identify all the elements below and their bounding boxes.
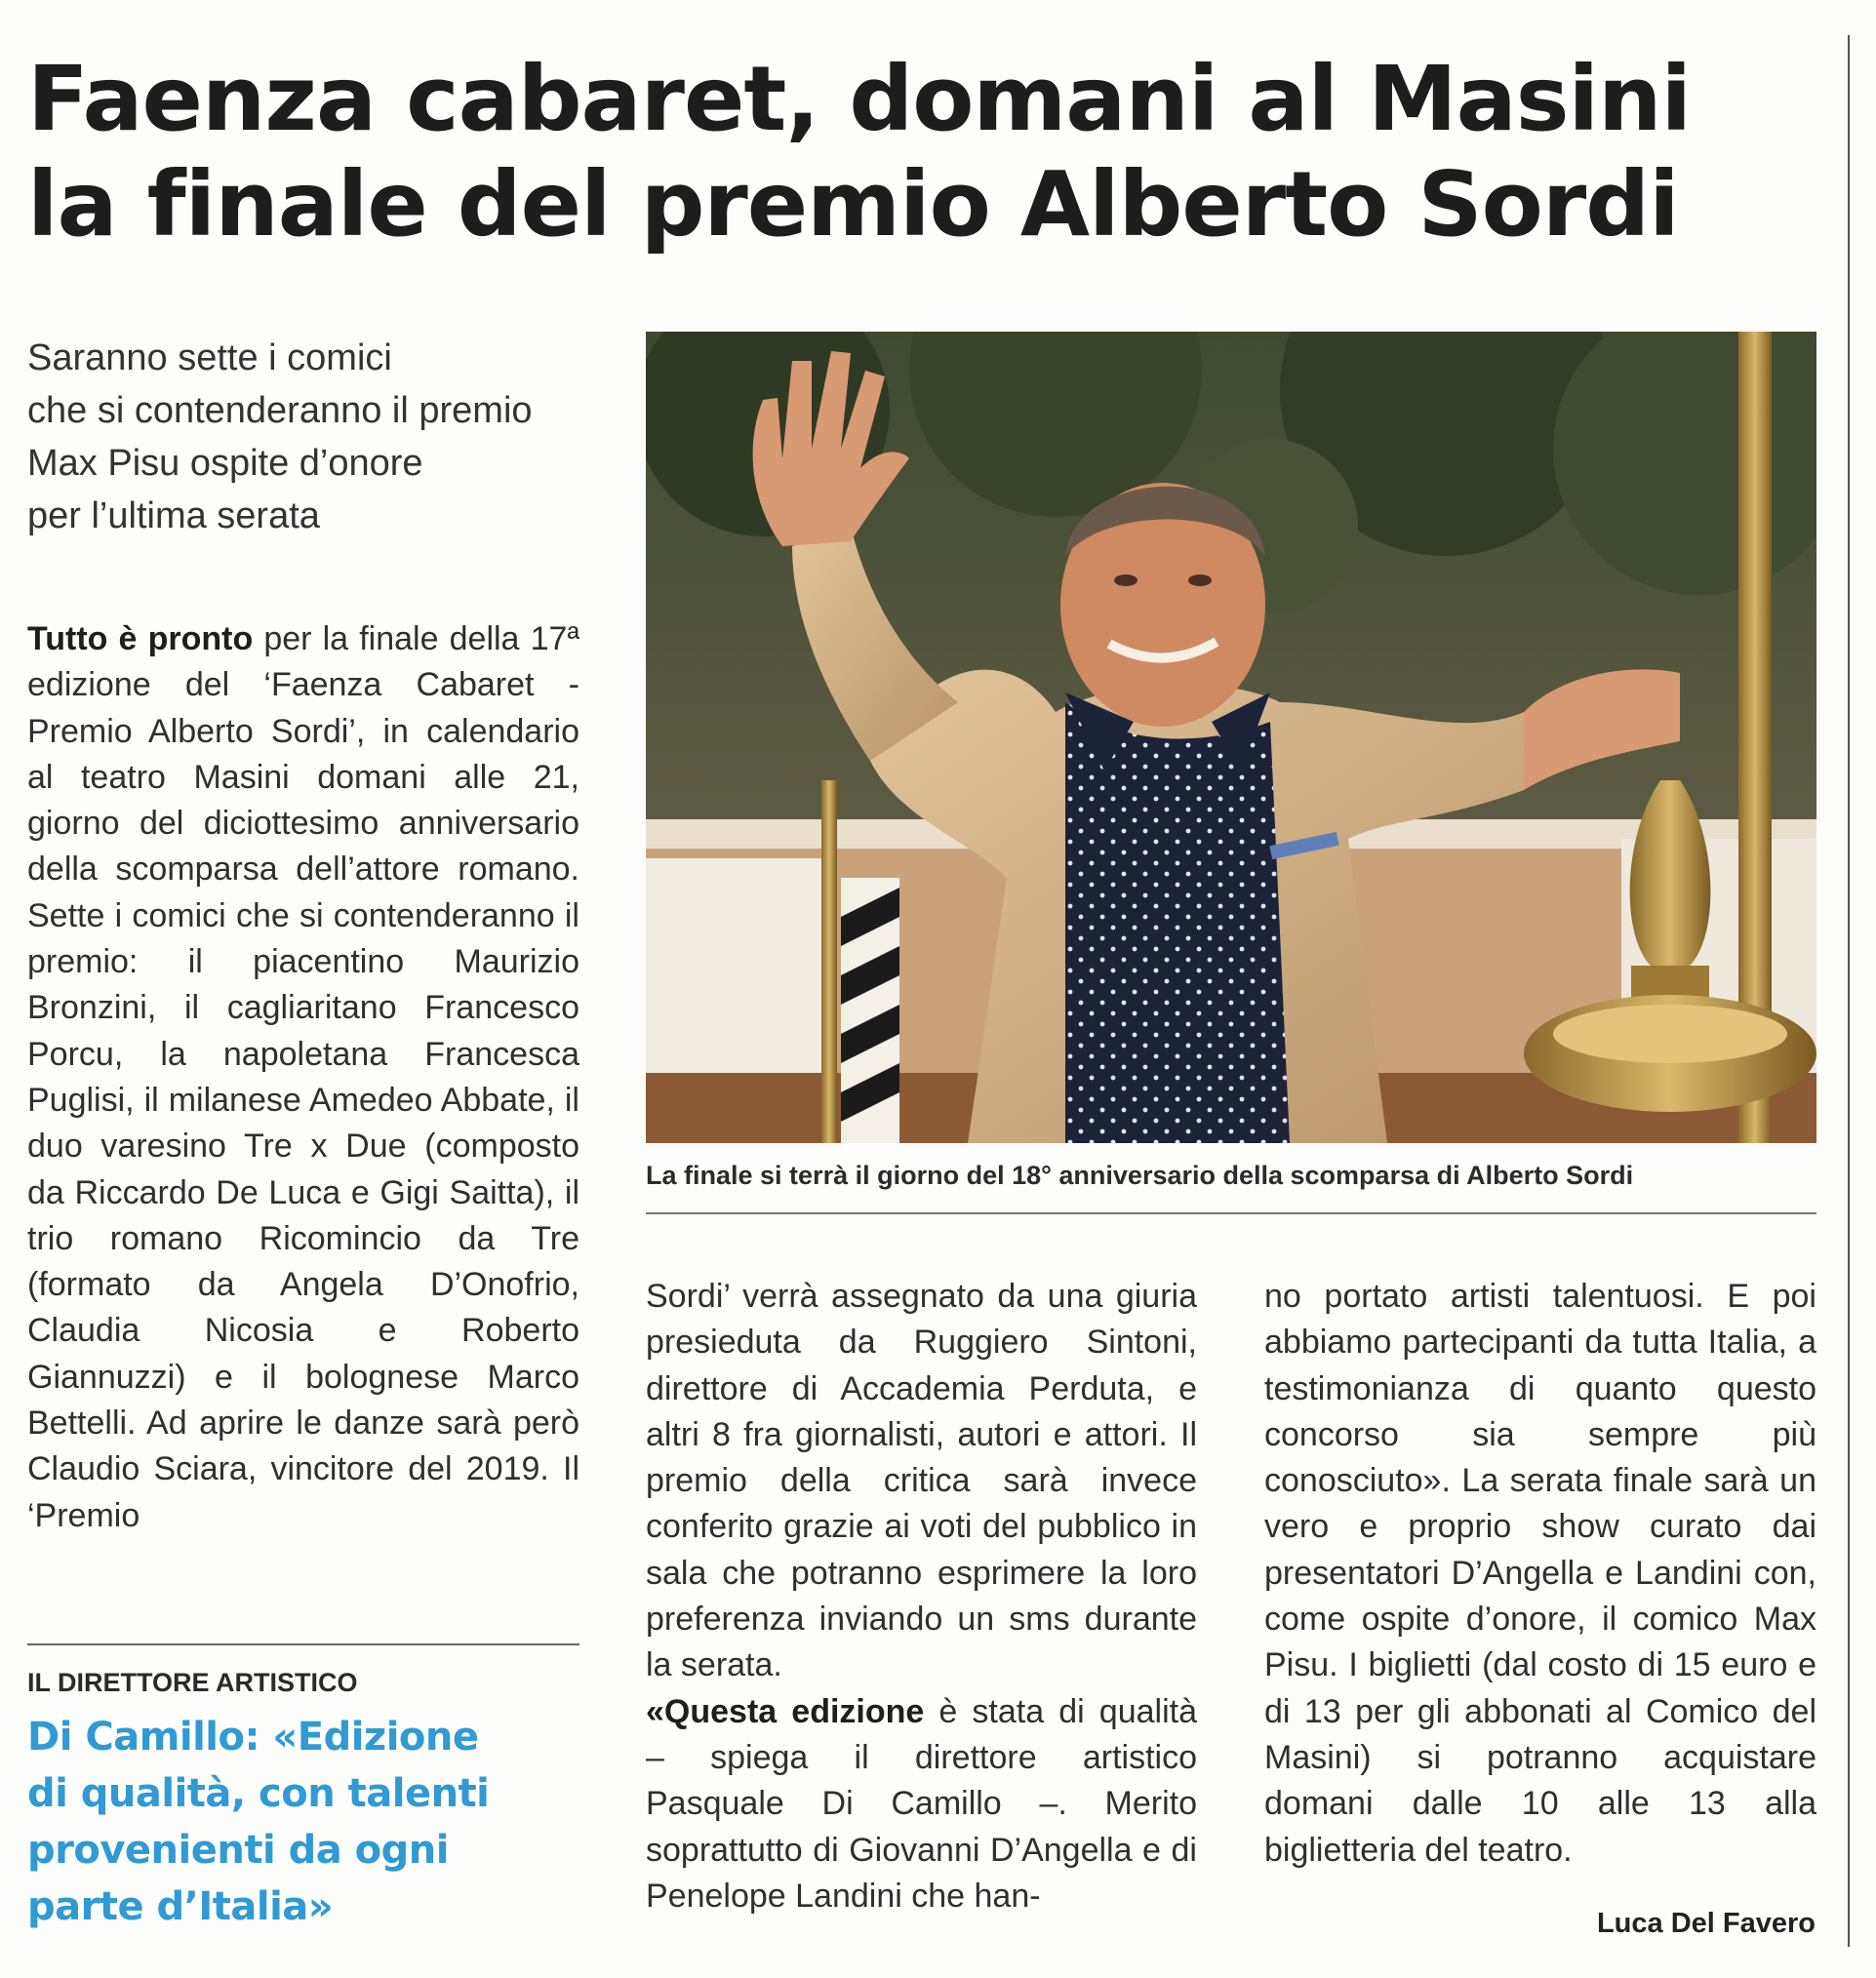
sidebar-quote-title	[27, 1709, 593, 1935]
lead-in: Tutto è pronto	[27, 620, 254, 657]
deck-line-3: Max Pisu ospite d’onore	[27, 443, 423, 484]
byline: Luca Del Favero	[1596, 1908, 1816, 1939]
sidebar-kicker: IL DIRETTORE ARTISTICO	[27, 1668, 358, 1697]
headline-line-2: la finale del premio Alberto Sordi	[27, 152, 1679, 257]
photo-illustration	[646, 332, 1816, 1143]
quote-line-3: provenienti da ogni	[27, 1828, 449, 1873]
quote-line-2: di qualità, con talenti	[27, 1771, 490, 1816]
sidebar-divider	[27, 1643, 579, 1645]
headline-line-1: Faenza cabaret, domani al Masini	[27, 47, 1692, 151]
body-text: Sordi’ verrà assegnato da una giuria presieduta da Ruggiero Sintoni, direttore di Accademia Perduta, e altri 8 fra giornalisti, autori e attori. Il premio della critica sarà invece conferito grazie ai voti del pubblico in sala che potranno esprimere la loro preferenza inviando un sms durante la serata.	[646, 1278, 1197, 1684]
deck-line-2: che si contenderanno il premio	[27, 390, 533, 431]
deck-subtitle	[27, 332, 613, 542]
article-column-3	[1264, 1274, 1816, 1918]
striped-pole	[841, 878, 899, 1143]
photo-caption: La finale si terrà il giorno del 18° anniversario della scomparsa di Alberto Sordi	[646, 1161, 1634, 1190]
body-text: per la finale della 17ª edizione del ‘Faenza Cabaret - Premio Alberto Sordi’, in calendario al teatro Masini domani alle 21, giorno del diciottesimo anniversario della scomparsa dell’attore romano. Sette i comici che si contenderanno il premio: il piacentino Maurizio Bronzini, il cagliaritano Francesco Porcu, la napoletana Francesca Puglisi, il milanese Amedeo Abbate, il duo varesino Tre x Due (composto da Riccardo De Luca e Gigi Saitta), il trio romano Ricomincio da Tre (formato da Angela D’Onofrio, Claudia Nicosia e Roberto Giannuzzi) e il bolognese Marco Bettelli. Ad aprire le danze sarà però Claudio Sciara, vincitore del 2019. Il ‘Premio	[27, 620, 579, 1534]
quote-line-4: parte d’Italia»	[27, 1884, 334, 1929]
quote-line-1: Di Camillo: «Edizione	[27, 1715, 479, 1760]
page-edge-rule	[1848, 35, 1850, 1947]
body-text: no portato artisti talentuosi. E poi abbiamo partecipanti da tutta Italia, a testimonianza di quanto questo concorso sia sempre più conosciuto». La serata finale sarà un vero e proprio show curato dai presentatori D’Angella e Landini con, come ospite d’onore, il comico Max Pisu. I biglietti (dal costo di 15 euro e di 13 per gli abbonati al Comico del Masini) si potranno acquistare domani dalle 10 alle 13 alla biglietteria del teatro.	[1264, 1278, 1816, 1869]
deck-line-4: per l’ultima serata	[27, 495, 320, 536]
article-column-2	[646, 1274, 1197, 1937]
body-text-continued: è stata di qualità – spiega il direttore artistico Pasquale Di Camillo –. Merito soprattutto di Giovanni D’Angella e di Penelope Landini che han-	[646, 1692, 1197, 1915]
photo-alberto-sordi	[646, 332, 1816, 1143]
article-column-1	[27, 616, 579, 1602]
headline	[27, 47, 1822, 257]
caption-divider	[646, 1212, 1816, 1214]
lead-in: «Questa edizione	[646, 1692, 925, 1730]
deck-line-1: Saranno sette i comici	[27, 337, 392, 378]
